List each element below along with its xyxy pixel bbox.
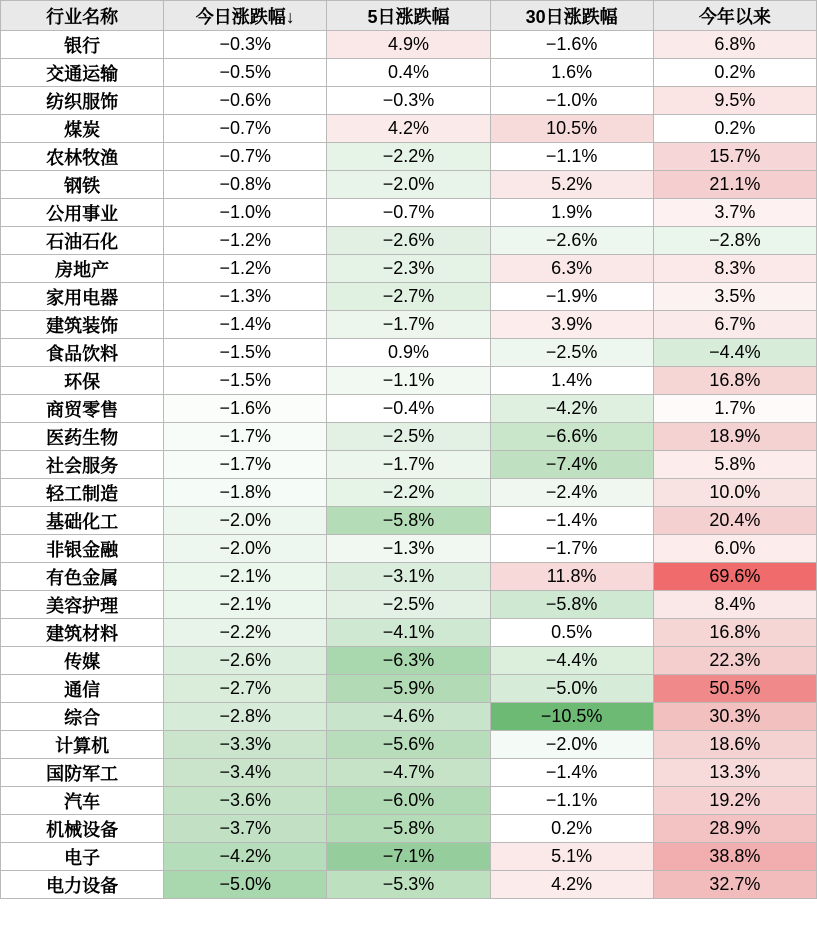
column-header-ytd-change[interactable]: 今年以来	[653, 1, 816, 31]
cell-5day-change: −1.7%	[327, 311, 490, 339]
cell-30day-change: −4.4%	[490, 647, 653, 675]
cell-30day-change: −1.4%	[490, 759, 653, 787]
cell-ytd-change: 0.2%	[653, 115, 816, 143]
table-row[interactable]	[1, 619, 817, 647]
table-row[interactable]	[1, 647, 817, 675]
cell-today-change: −0.5%	[164, 59, 327, 87]
cell-industry-name[interactable]: 电力设备	[1, 871, 164, 899]
cell-ytd-change: 8.4%	[653, 591, 816, 619]
cell-ytd-change: 19.2%	[653, 787, 816, 815]
cell-ytd-change: −4.4%	[653, 339, 816, 367]
cell-industry-name[interactable]: 建筑装饰	[1, 311, 164, 339]
cell-30day-change: 4.2%	[490, 871, 653, 899]
cell-30day-change: −4.2%	[490, 395, 653, 423]
cell-today-change: −1.2%	[164, 255, 327, 283]
table-row[interactable]	[1, 31, 817, 59]
table-row[interactable]	[1, 227, 817, 255]
cell-30day-change: 1.4%	[490, 367, 653, 395]
cell-today-change: −2.6%	[164, 647, 327, 675]
cell-5day-change: −2.6%	[327, 227, 490, 255]
cell-5day-change: −5.8%	[327, 507, 490, 535]
cell-today-change: −1.0%	[164, 199, 327, 227]
cell-today-change: −1.2%	[164, 227, 327, 255]
cell-industry-name[interactable]: 公用事业	[1, 199, 164, 227]
cell-today-change: −3.4%	[164, 759, 327, 787]
table-row[interactable]	[1, 535, 817, 563]
cell-industry-name[interactable]: 环保	[1, 367, 164, 395]
cell-today-change: −3.3%	[164, 731, 327, 759]
cell-5day-change: −1.3%	[327, 535, 490, 563]
cell-5day-change: −2.5%	[327, 591, 490, 619]
cell-ytd-change: 3.5%	[653, 283, 816, 311]
cell-ytd-change: 18.6%	[653, 731, 816, 759]
cell-industry-name[interactable]: 社会服务	[1, 451, 164, 479]
cell-today-change: −5.0%	[164, 871, 327, 899]
table-row[interactable]	[1, 395, 817, 423]
cell-industry-name[interactable]: 通信	[1, 675, 164, 703]
cell-30day-change: 5.1%	[490, 843, 653, 871]
cell-30day-change: −1.9%	[490, 283, 653, 311]
cell-industry-name[interactable]: 建筑材料	[1, 619, 164, 647]
cell-5day-change: −4.7%	[327, 759, 490, 787]
cell-5day-change: −4.1%	[327, 619, 490, 647]
cell-30day-change: −5.8%	[490, 591, 653, 619]
cell-ytd-change: 10.0%	[653, 479, 816, 507]
cell-5day-change: −2.3%	[327, 255, 490, 283]
cell-today-change: −0.7%	[164, 143, 327, 171]
cell-industry-name[interactable]: 银行	[1, 31, 164, 59]
cell-5day-change: −2.2%	[327, 479, 490, 507]
table-body	[1, 31, 817, 899]
table-row[interactable]	[1, 591, 817, 619]
cell-5day-change: 0.9%	[327, 339, 490, 367]
cell-today-change: −1.7%	[164, 423, 327, 451]
cell-industry-name[interactable]: 煤炭	[1, 115, 164, 143]
cell-ytd-change: 6.8%	[653, 31, 816, 59]
cell-today-change: −0.7%	[164, 115, 327, 143]
table-row[interactable]	[1, 311, 817, 339]
column-header-today-change[interactable]: 今日涨跌幅↓	[164, 1, 327, 31]
cell-30day-change: 1.9%	[490, 199, 653, 227]
cell-today-change: −2.2%	[164, 619, 327, 647]
cell-ytd-change: 32.7%	[653, 871, 816, 899]
cell-5day-change: −2.7%	[327, 283, 490, 311]
table-row[interactable]	[1, 59, 817, 87]
cell-industry-name[interactable]: 商贸零售	[1, 395, 164, 423]
table-row[interactable]	[1, 255, 817, 283]
table-row[interactable]	[1, 815, 817, 843]
cell-industry-name[interactable]: 美容护理	[1, 591, 164, 619]
cell-5day-change: −5.6%	[327, 731, 490, 759]
cell-5day-change: 4.9%	[327, 31, 490, 59]
cell-5day-change: −5.8%	[327, 815, 490, 843]
cell-today-change: −2.0%	[164, 507, 327, 535]
cell-30day-change: 0.5%	[490, 619, 653, 647]
table-row[interactable]	[1, 479, 817, 507]
cell-30day-change: −1.7%	[490, 535, 653, 563]
table-row[interactable]	[1, 843, 817, 871]
cell-5day-change: −0.3%	[327, 87, 490, 115]
cell-today-change: −1.7%	[164, 451, 327, 479]
cell-ytd-change: 13.3%	[653, 759, 816, 787]
cell-ytd-change: 1.7%	[653, 395, 816, 423]
table-row[interactable]	[1, 87, 817, 115]
cell-industry-name[interactable]: 钢铁	[1, 171, 164, 199]
cell-today-change: −1.3%	[164, 283, 327, 311]
cell-today-change: −3.6%	[164, 787, 327, 815]
table-row[interactable]	[1, 283, 817, 311]
cell-ytd-change: 30.3%	[653, 703, 816, 731]
table-row[interactable]	[1, 367, 817, 395]
cell-today-change: −4.2%	[164, 843, 327, 871]
table-row[interactable]	[1, 507, 817, 535]
cell-industry-name[interactable]: 非银金融	[1, 535, 164, 563]
cell-30day-change: −1.6%	[490, 31, 653, 59]
table-row[interactable]	[1, 871, 817, 899]
cell-industry-name[interactable]: 计算机	[1, 731, 164, 759]
cell-industry-name[interactable]: 农林牧渔	[1, 143, 164, 171]
cell-30day-change: 5.2%	[490, 171, 653, 199]
cell-industry-name[interactable]: 汽车	[1, 787, 164, 815]
cell-ytd-change: 9.5%	[653, 87, 816, 115]
cell-today-change: −2.7%	[164, 675, 327, 703]
column-header-industry-name[interactable]: 行业名称	[1, 1, 164, 31]
cell-industry-name[interactable]: 有色金属	[1, 563, 164, 591]
cell-30day-change: −1.0%	[490, 87, 653, 115]
cell-today-change: −1.8%	[164, 479, 327, 507]
cell-5day-change: −7.1%	[327, 843, 490, 871]
cell-30day-change: −2.6%	[490, 227, 653, 255]
cell-ytd-change: −2.8%	[653, 227, 816, 255]
table-row[interactable]	[1, 731, 817, 759]
cell-industry-name[interactable]: 家用电器	[1, 283, 164, 311]
cell-industry-name[interactable]: 基础化工	[1, 507, 164, 535]
table-row[interactable]	[1, 703, 817, 731]
cell-30day-change: 1.6%	[490, 59, 653, 87]
table-header-row	[1, 1, 817, 31]
cell-30day-change: −2.4%	[490, 479, 653, 507]
cell-today-change: −0.3%	[164, 31, 327, 59]
cell-30day-change: −5.0%	[490, 675, 653, 703]
cell-ytd-change: 28.9%	[653, 815, 816, 843]
cell-industry-name[interactable]: 石油石化	[1, 227, 164, 255]
column-header-30day-change[interactable]: 30日涨跌幅	[490, 1, 653, 31]
cell-industry-name[interactable]: 轻工制造	[1, 479, 164, 507]
cell-ytd-change: 50.5%	[653, 675, 816, 703]
cell-ytd-change: 22.3%	[653, 647, 816, 675]
cell-ytd-change: 6.0%	[653, 535, 816, 563]
cell-today-change: −1.5%	[164, 367, 327, 395]
cell-today-change: −1.5%	[164, 339, 327, 367]
cell-5day-change: −5.9%	[327, 675, 490, 703]
cell-today-change: −2.0%	[164, 535, 327, 563]
cell-5day-change: −2.0%	[327, 171, 490, 199]
cell-today-change: −0.6%	[164, 87, 327, 115]
cell-30day-change: 6.3%	[490, 255, 653, 283]
cell-5day-change: −1.1%	[327, 367, 490, 395]
table-row[interactable]	[1, 423, 817, 451]
cell-5day-change: −0.7%	[327, 199, 490, 227]
cell-5day-change: −3.1%	[327, 563, 490, 591]
cell-30day-change: −10.5%	[490, 703, 653, 731]
cell-30day-change: −1.4%	[490, 507, 653, 535]
cell-5day-change: 4.2%	[327, 115, 490, 143]
cell-5day-change: −6.0%	[327, 787, 490, 815]
cell-industry-name[interactable]: 传媒	[1, 647, 164, 675]
cell-industry-name[interactable]: 综合	[1, 703, 164, 731]
table-row[interactable]	[1, 115, 817, 143]
cell-ytd-change: 0.2%	[653, 59, 816, 87]
cell-ytd-change: 5.8%	[653, 451, 816, 479]
cell-5day-change: 0.4%	[327, 59, 490, 87]
cell-5day-change: −6.3%	[327, 647, 490, 675]
cell-5day-change: −2.5%	[327, 423, 490, 451]
cell-ytd-change: 38.8%	[653, 843, 816, 871]
table-row[interactable]	[1, 563, 817, 591]
cell-today-change: −2.8%	[164, 703, 327, 731]
cell-industry-name[interactable]: 纺织服饰	[1, 87, 164, 115]
cell-industry-name[interactable]: 交通运输	[1, 59, 164, 87]
table-row[interactable]	[1, 451, 817, 479]
cell-industry-name[interactable]: 电子	[1, 843, 164, 871]
cell-industry-name[interactable]: 机械设备	[1, 815, 164, 843]
cell-today-change: −3.7%	[164, 815, 327, 843]
cell-30day-change: 3.9%	[490, 311, 653, 339]
cell-industry-name[interactable]: 食品饮料	[1, 339, 164, 367]
table-row[interactable]	[1, 143, 817, 171]
table-row[interactable]	[1, 675, 817, 703]
cell-30day-change: 11.8%	[490, 563, 653, 591]
cell-ytd-change: 18.9%	[653, 423, 816, 451]
cell-ytd-change: 3.7%	[653, 199, 816, 227]
cell-5day-change: −1.7%	[327, 451, 490, 479]
cell-30day-change: −6.6%	[490, 423, 653, 451]
cell-ytd-change: 8.3%	[653, 255, 816, 283]
table-row[interactable]	[1, 171, 817, 199]
cell-30day-change: −7.4%	[490, 451, 653, 479]
cell-today-change: −2.1%	[164, 563, 327, 591]
cell-industry-name[interactable]: 房地产	[1, 255, 164, 283]
cell-5day-change: −4.6%	[327, 703, 490, 731]
cell-30day-change: −2.5%	[490, 339, 653, 367]
cell-30day-change: −1.1%	[490, 143, 653, 171]
table-row[interactable]	[1, 759, 817, 787]
cell-ytd-change: 16.8%	[653, 619, 816, 647]
cell-5day-change: −5.3%	[327, 871, 490, 899]
cell-today-change: −1.4%	[164, 311, 327, 339]
cell-30day-change: 10.5%	[490, 115, 653, 143]
cell-5day-change: −2.2%	[327, 143, 490, 171]
cell-30day-change: −1.1%	[490, 787, 653, 815]
table-row[interactable]	[1, 199, 817, 227]
cell-ytd-change: 69.6%	[653, 563, 816, 591]
cell-5day-change: −0.4%	[327, 395, 490, 423]
column-header-5day-change[interactable]: 5日涨跌幅	[327, 1, 490, 31]
cell-30day-change: −2.0%	[490, 731, 653, 759]
cell-ytd-change: 20.4%	[653, 507, 816, 535]
cell-ytd-change: 16.8%	[653, 367, 816, 395]
cell-ytd-change: 6.7%	[653, 311, 816, 339]
cell-industry-name[interactable]: 国防军工	[1, 759, 164, 787]
cell-ytd-change: 21.1%	[653, 171, 816, 199]
cell-today-change: −1.6%	[164, 395, 327, 423]
table-row[interactable]	[1, 339, 817, 367]
cell-today-change: −0.8%	[164, 171, 327, 199]
cell-30day-change: 0.2%	[490, 815, 653, 843]
cell-ytd-change: 15.7%	[653, 143, 816, 171]
cell-today-change: −2.1%	[164, 591, 327, 619]
table-row[interactable]	[1, 787, 817, 815]
cell-industry-name[interactable]: 医药生物	[1, 423, 164, 451]
